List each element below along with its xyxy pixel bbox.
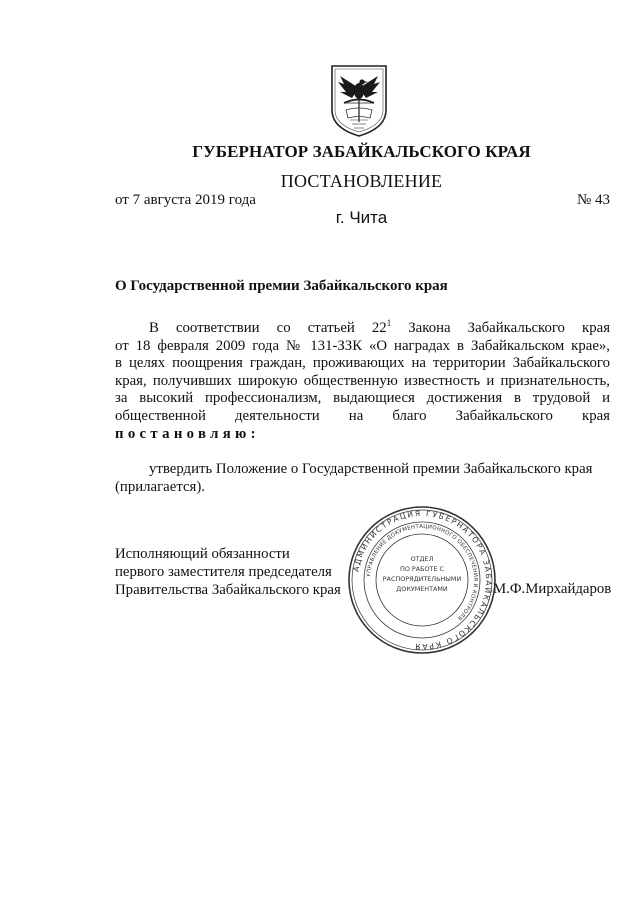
seal-inner-line: ДОКУМЕНТАМИ [396, 585, 448, 593]
seal-ring-text: УПРАВЛЕНИЕ ДОКУМЕНТАЦИОННОГО ОБЕСПЕЧЕНИЯ И КОНТРОЛЯ [366, 523, 479, 622]
document-city: г. Чита [335, 208, 388, 227]
document-number: № 43 [576, 192, 610, 208]
preamble-line: общественной деятельности на благо Забайкальского края [115, 407, 610, 424]
signer-title-line: Правительства Забайкальского края [115, 582, 341, 598]
preamble-line [115, 320, 610, 338]
resolution-paragraph [115, 460, 610, 496]
resolution-line: утвердить Положение о Государственной премии Забайкальского края [149, 461, 593, 477]
preamble-text-part: В соответствии со статьей 22 [149, 320, 387, 336]
coat-of-arms-icon [326, 60, 392, 138]
preamble-line: края, получивших широкую общественную известность и признательность, [115, 372, 610, 389]
authority-heading: ГУБЕРНАТОР ЗАБАЙКАЛЬСКОГО КРАЯ [192, 142, 531, 161]
signer-title-line: Исполняющий обязанности [115, 546, 290, 562]
preamble-line: от 18 февраля 2009 года № 131-ЗЗК «О наградах в Забайкальском крае», [115, 337, 610, 354]
article-superscript: 1 [386, 318, 392, 328]
signer-title-line: первого заместителя председателя [115, 564, 332, 580]
preamble-text-part: Закона Забайкальского края [391, 320, 610, 336]
signer-position [115, 545, 341, 599]
document-type: ПОСТАНОВЛЕНИЕ [280, 171, 443, 191]
preamble-line: в целях поощрения граждан, проживающих на территории Забайкальского [115, 355, 610, 372]
resolution-line: (прилагается). [115, 479, 205, 495]
seal-outer-text: АДМИНИСТРАЦИЯ ГУБЕРНАТОРА ЗАБАЙКАЛЬСКОГО КРАЯ [351, 508, 494, 652]
document-date: от 7 августа 2019 года [115, 192, 256, 208]
official-seal [347, 505, 497, 655]
seal-inner-line: РАСПОРЯДИТЕЛЬНЫМИ [382, 575, 462, 583]
signer-name: М.Ф.Мирхайдаров [493, 581, 612, 597]
document-title: О Государственной премии Забайкальского края [115, 278, 448, 294]
decree-word: постановляю: [115, 425, 260, 442]
seal-inner-line: ОТДЕЛ [410, 555, 434, 563]
seal-inner-line: ПО РАБОТЕ С [400, 565, 444, 573]
preamble-line: за высокий профессионализм, выдающиеся достижения в трудовой и [115, 390, 610, 407]
preamble-paragraph [115, 320, 610, 443]
